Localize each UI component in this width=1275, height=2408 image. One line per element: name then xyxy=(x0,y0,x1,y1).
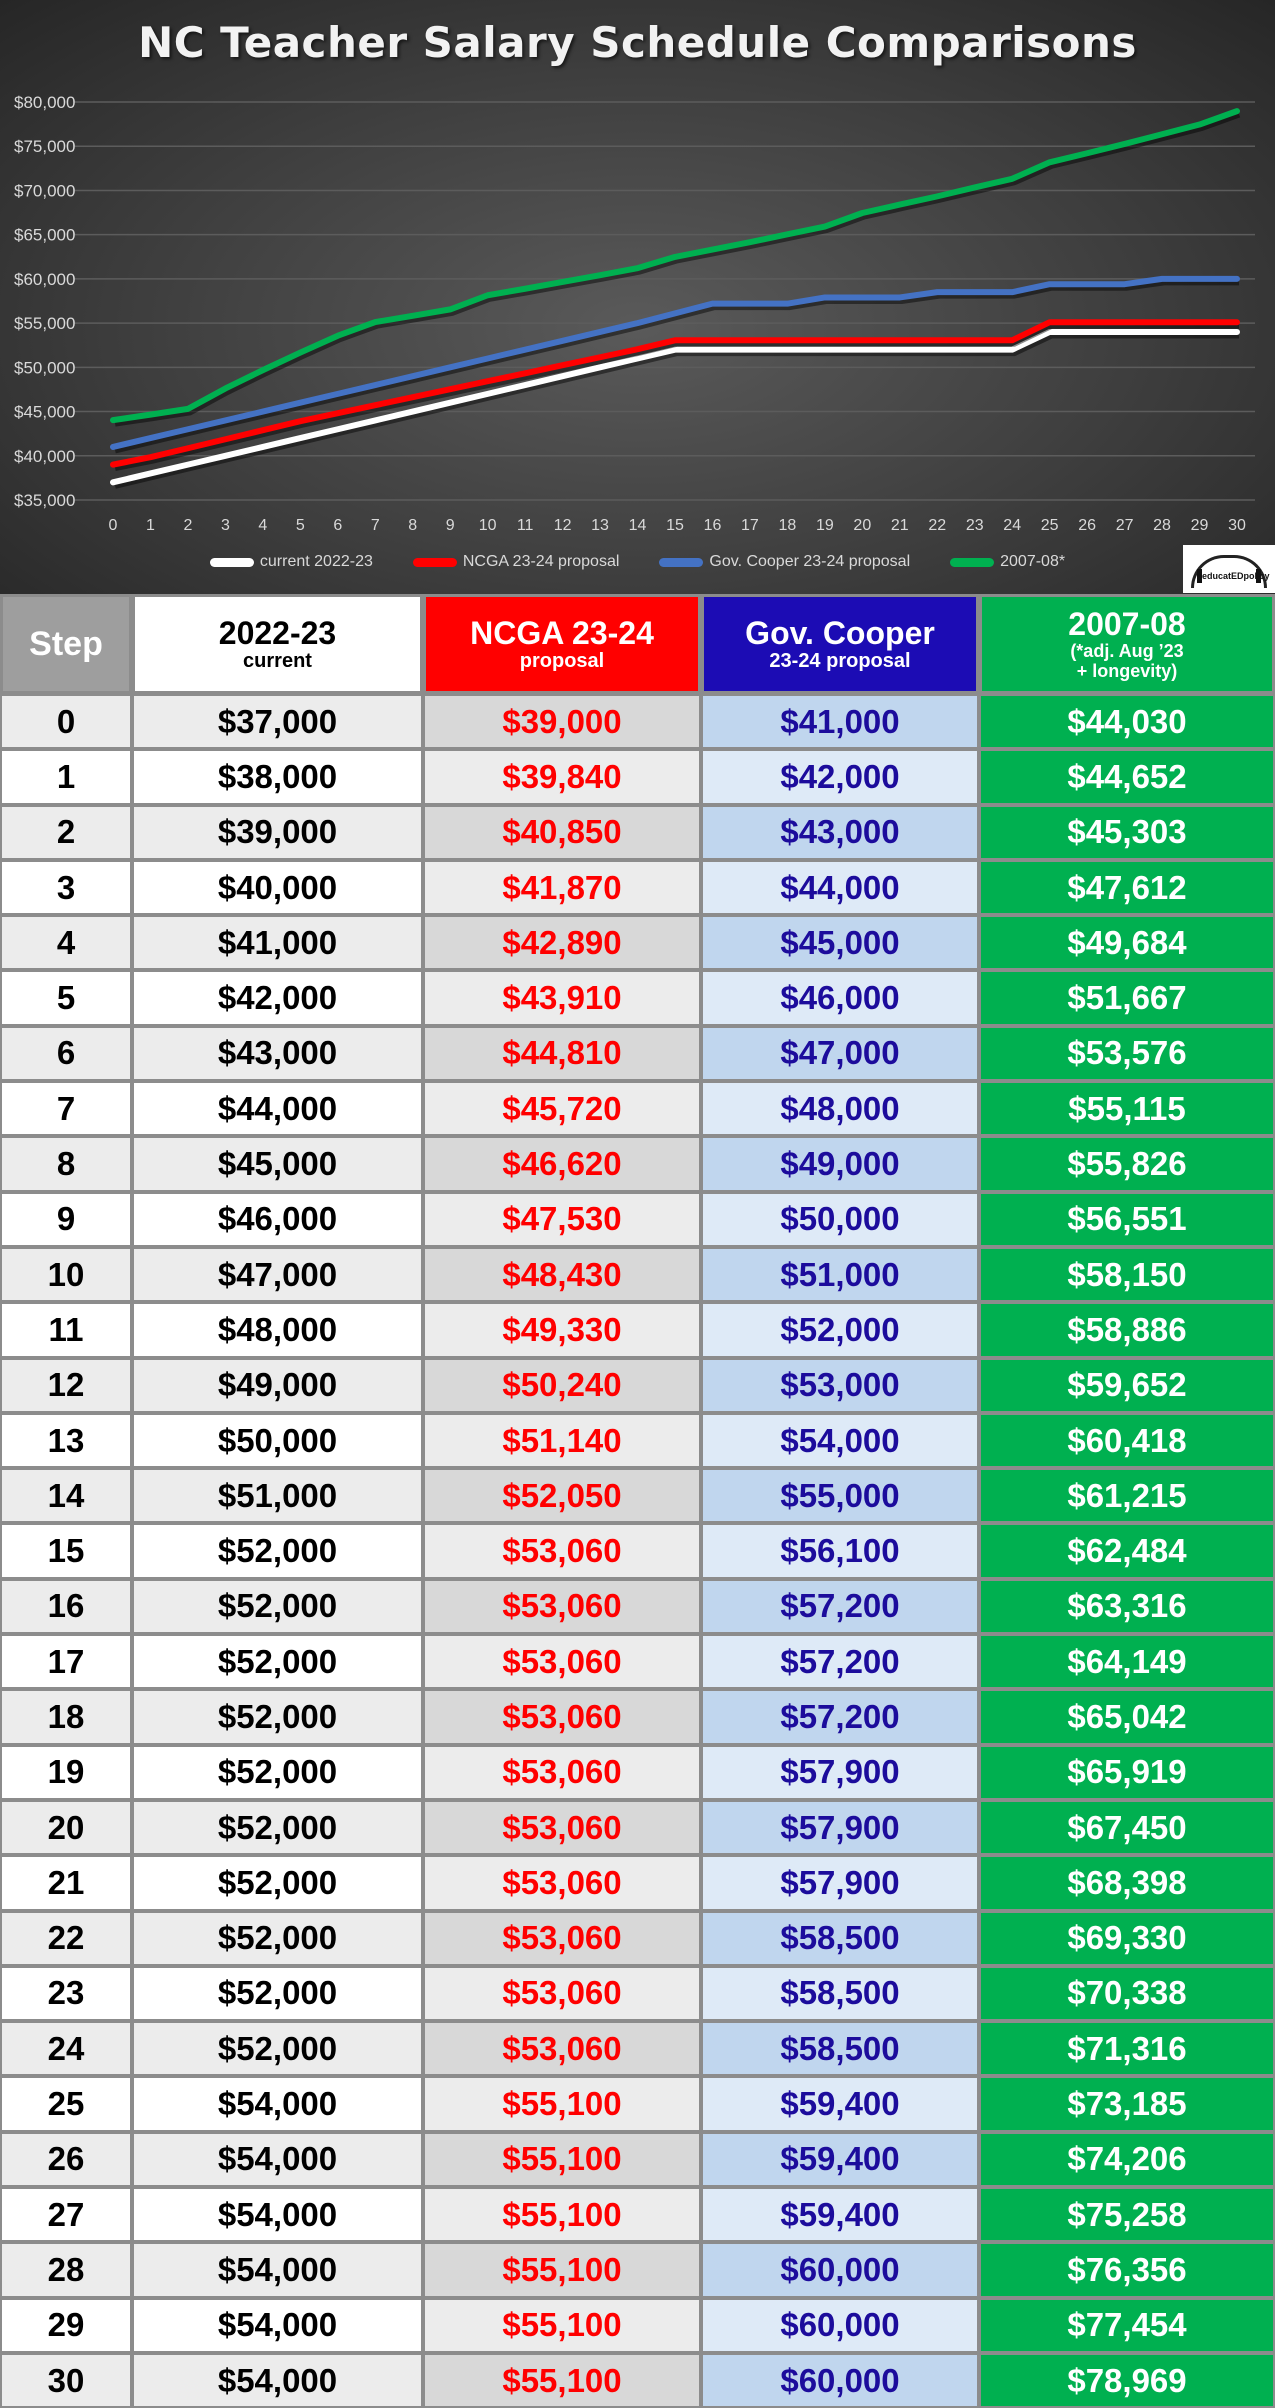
cell-current: $54,000 xyxy=(132,2298,423,2353)
cell-step: 7 xyxy=(0,1081,132,1136)
header-cooper xyxy=(701,594,979,694)
x-tick-label: 17 xyxy=(741,517,759,534)
cell-step: 13 xyxy=(0,1413,132,1468)
cell-cooper: $59,400 xyxy=(701,2076,979,2131)
cell-current: $49,000 xyxy=(132,1358,423,1413)
x-tick-label: 11 xyxy=(516,517,534,534)
cell-step: 12 xyxy=(0,1358,132,1413)
legend-item-cooper xyxy=(659,553,910,571)
cell-cooper: $59,400 xyxy=(701,2132,979,2187)
cell-current: $52,000 xyxy=(132,1634,423,1689)
legend-label: current 2022-23 xyxy=(259,553,373,570)
cell-y0708: $71,316 xyxy=(979,2021,1275,2076)
cell-step: 1 xyxy=(0,749,132,804)
y-tick-label: $35,000 xyxy=(14,491,76,510)
cell-cooper: $57,200 xyxy=(701,1579,979,1634)
cell-current: $52,000 xyxy=(132,1800,423,1855)
header-main: 2007-08 xyxy=(1068,606,1186,642)
x-axis-ticks xyxy=(109,517,1246,534)
cell-y0708: $62,484 xyxy=(979,1523,1275,1578)
table-row xyxy=(0,970,1275,1025)
cell-cooper: $48,000 xyxy=(701,1081,979,1136)
cell-current: $54,000 xyxy=(132,2132,423,2187)
cell-current: $45,000 xyxy=(132,1136,423,1191)
cell-step: 30 xyxy=(0,2353,132,2408)
y-tick-label: $60,000 xyxy=(14,269,76,289)
cell-current: $54,000 xyxy=(132,2242,423,2297)
cell-current: $46,000 xyxy=(132,1192,423,1247)
cell-step: 24 xyxy=(0,2021,132,2076)
cell-y0708: $58,150 xyxy=(979,1247,1275,1302)
cell-current: $52,000 xyxy=(132,1523,423,1578)
header-sub: + longevity) xyxy=(1076,661,1178,681)
cell-current: $50,000 xyxy=(132,1413,423,1468)
legend-swatch-red xyxy=(413,558,457,567)
cell-y0708: $69,330 xyxy=(979,1911,1275,1966)
x-tick-label: 3 xyxy=(220,517,230,534)
cell-ncga: $39,000 xyxy=(423,694,701,749)
table-row xyxy=(0,1966,1275,2021)
x-tick-label: 22 xyxy=(928,517,947,534)
cell-ncga: $53,060 xyxy=(423,1523,701,1578)
cell-step: 6 xyxy=(0,1026,132,1081)
table-row xyxy=(0,1081,1275,1136)
legend-item-current xyxy=(210,553,373,571)
legend-label: Gov. Cooper 23-24 proposal xyxy=(709,553,911,570)
table-row xyxy=(0,2298,1275,2353)
cell-step: 19 xyxy=(0,1745,132,1800)
table-row xyxy=(0,749,1275,804)
cell-ncga: $55,100 xyxy=(423,2187,701,2242)
legend-item-ncga xyxy=(413,553,620,571)
header-sub: 23-24 proposal xyxy=(769,650,911,672)
cell-ncga: $43,910 xyxy=(423,970,701,1025)
cell-step: 10 xyxy=(0,1247,132,1302)
x-tick-label: 10 xyxy=(478,517,497,534)
cell-y0708: $49,684 xyxy=(979,915,1275,970)
legend-swatch-white xyxy=(210,558,254,567)
cell-current: $52,000 xyxy=(132,1579,423,1634)
cell-current: $40,000 xyxy=(132,860,423,915)
x-tick-label: 6 xyxy=(333,517,343,534)
x-tick-label: 29 xyxy=(1190,517,1209,534)
header-sub: proposal xyxy=(519,650,605,672)
cell-step: 29 xyxy=(0,2298,132,2353)
legend-item-2007-08 xyxy=(950,553,1065,571)
y-axis-ticks xyxy=(14,93,75,510)
cell-ncga: $47,530 xyxy=(423,1192,701,1247)
cell-ncga: $53,060 xyxy=(423,1911,701,1966)
cell-y0708: $70,338 xyxy=(979,1966,1275,2021)
x-tick-label: 25 xyxy=(1040,517,1059,534)
table-row xyxy=(0,1192,1275,1247)
y-tick-label: $40,000 xyxy=(14,446,76,466)
table-row xyxy=(0,1468,1275,1523)
cell-y0708: $45,303 xyxy=(979,805,1275,860)
table-row xyxy=(0,1745,1275,1800)
cell-step: 17 xyxy=(0,1634,132,1689)
cell-current: $54,000 xyxy=(132,2353,423,2408)
x-tick-label: 24 xyxy=(1003,517,1022,534)
x-tick-label: 14 xyxy=(628,517,647,534)
x-tick-label: 28 xyxy=(1153,517,1171,534)
cell-ncga: $53,060 xyxy=(423,1966,701,2021)
cell-ncga: $42,890 xyxy=(423,915,701,970)
cell-cooper: $51,000 xyxy=(701,1247,979,1302)
table-row xyxy=(0,1523,1275,1578)
cell-current: $52,000 xyxy=(132,2021,423,2076)
cell-step: 21 xyxy=(0,1855,132,1910)
cell-y0708: $53,576 xyxy=(979,1026,1275,1081)
cell-ncga: $55,100 xyxy=(423,2353,701,2408)
legend-swatch-green xyxy=(950,558,994,567)
cell-y0708: $55,826 xyxy=(979,1136,1275,1191)
table-row xyxy=(0,1634,1275,1689)
cell-step: 5 xyxy=(0,970,132,1025)
cell-cooper: $50,000 xyxy=(701,1192,979,1247)
cell-cooper: $47,000 xyxy=(701,1026,979,1081)
x-tick-label: 1 xyxy=(146,517,155,534)
cell-cooper: $58,500 xyxy=(701,1911,979,1966)
cell-y0708: $65,919 xyxy=(979,1745,1275,1800)
x-tick-label: 5 xyxy=(295,517,305,534)
x-tick-label: 20 xyxy=(853,517,872,534)
cell-ncga: $50,240 xyxy=(423,1358,701,1413)
table-row xyxy=(0,1302,1275,1357)
cell-step: 23 xyxy=(0,1966,132,2021)
table-row xyxy=(0,1136,1275,1191)
cell-ncga: $39,840 xyxy=(423,749,701,804)
table-row xyxy=(0,1579,1275,1634)
cell-ncga: $55,100 xyxy=(423,2242,701,2297)
cell-step: 3 xyxy=(0,860,132,915)
cell-y0708: $77,454 xyxy=(979,2298,1275,2353)
cell-cooper: $57,900 xyxy=(701,1800,979,1855)
cell-y0708: $60,418 xyxy=(979,1413,1275,1468)
x-tick-label: 16 xyxy=(703,517,722,534)
table-row xyxy=(0,2187,1275,2242)
cell-cooper: $42,000 xyxy=(701,749,979,804)
cell-current: $41,000 xyxy=(132,915,423,970)
cell-y0708: $44,030 xyxy=(979,694,1275,749)
cell-current: $37,000 xyxy=(132,694,423,749)
legend-label: NCGA 23-24 proposal xyxy=(462,553,620,570)
x-tick-label: 30 xyxy=(1228,517,1246,534)
cell-y0708: $55,115 xyxy=(979,1081,1275,1136)
y-tick-label: $70,000 xyxy=(14,181,76,201)
y-tick-label: $75,000 xyxy=(14,137,76,157)
cell-cooper: $55,000 xyxy=(701,1468,979,1523)
cell-step: 8 xyxy=(0,1136,132,1191)
header-step: Step xyxy=(0,594,132,694)
table-row xyxy=(0,2021,1275,2076)
cell-step: 27 xyxy=(0,2187,132,2242)
cell-current: $52,000 xyxy=(132,1689,423,1744)
cell-ncga: $48,430 xyxy=(423,1247,701,1302)
cell-step: 4 xyxy=(0,915,132,970)
logo-text: educatEDpolicy xyxy=(1197,569,1261,583)
table-row xyxy=(0,915,1275,970)
cell-cooper: $59,400 xyxy=(701,2187,979,2242)
series-lines xyxy=(113,111,1239,485)
header-ncga xyxy=(423,594,701,694)
cell-ncga: $46,620 xyxy=(423,1136,701,1191)
chart-legend xyxy=(0,553,1275,571)
x-tick-label: 7 xyxy=(370,517,380,534)
cell-ncga: $45,720 xyxy=(423,1081,701,1136)
x-tick-label: 8 xyxy=(408,517,418,534)
cell-ncga: $53,060 xyxy=(423,1800,701,1855)
table-row xyxy=(0,1911,1275,1966)
legend-label: 2007-08* xyxy=(1000,553,1066,570)
cell-ncga: $55,100 xyxy=(423,2132,701,2187)
cell-step: 26 xyxy=(0,2132,132,2187)
header-sub: (*adj. Aug ’23 xyxy=(1070,641,1184,661)
cell-ncga: $53,060 xyxy=(423,1745,701,1800)
x-tick-label: 19 xyxy=(815,517,834,534)
cell-ncga: $53,060 xyxy=(423,2021,701,2076)
chart-title: NC Teacher Salary Schedule Comparisons xyxy=(138,18,1137,67)
table-row xyxy=(0,1800,1275,1855)
x-tick-label: 0 xyxy=(108,517,118,534)
y-tick-label: $80,000 xyxy=(14,93,76,112)
cell-step: 18 xyxy=(0,1689,132,1744)
cell-y0708: $65,042 xyxy=(979,1689,1275,1744)
cell-ncga: $53,060 xyxy=(423,1634,701,1689)
cell-ncga: $49,330 xyxy=(423,1302,701,1357)
cell-ncga: $55,100 xyxy=(423,2076,701,2131)
cell-y0708: $76,356 xyxy=(979,2242,1275,2297)
y-tick-label: $55,000 xyxy=(14,314,76,334)
table-row xyxy=(0,2076,1275,2131)
x-tick-label: 15 xyxy=(666,517,684,534)
cell-ncga: $44,810 xyxy=(423,1026,701,1081)
cell-y0708: $63,316 xyxy=(979,1579,1275,1634)
cell-current: $48,000 xyxy=(132,1302,423,1357)
cell-cooper: $54,000 xyxy=(701,1413,979,1468)
x-tick-label: 12 xyxy=(553,517,572,534)
cell-y0708: $73,185 xyxy=(979,2076,1275,2131)
cell-current: $47,000 xyxy=(132,1247,423,1302)
x-tick-label: 23 xyxy=(965,517,984,534)
cell-ncga: $40,850 xyxy=(423,805,701,860)
cell-current: $54,000 xyxy=(132,2187,423,2242)
x-tick-label: 2 xyxy=(183,517,193,534)
y-tick-label: $45,000 xyxy=(14,402,76,422)
cell-step: 2 xyxy=(0,805,132,860)
cell-step: 22 xyxy=(0,1911,132,1966)
table-body xyxy=(0,694,1275,2408)
cell-cooper: $49,000 xyxy=(701,1136,979,1191)
cell-cooper: $57,200 xyxy=(701,1689,979,1744)
cell-current: $42,000 xyxy=(132,970,423,1025)
x-tick-label: 26 xyxy=(1078,517,1097,534)
cell-current: $44,000 xyxy=(132,1081,423,1136)
cell-y0708: $75,258 xyxy=(979,2187,1275,2242)
header-2007-08 xyxy=(979,594,1275,694)
cell-step: 9 xyxy=(0,1192,132,1247)
cell-cooper: $53,000 xyxy=(701,1358,979,1413)
cell-cooper: $57,200 xyxy=(701,1634,979,1689)
cell-current: $52,000 xyxy=(132,1855,423,1910)
cell-step: 15 xyxy=(0,1523,132,1578)
x-tick-label: 9 xyxy=(445,517,455,534)
cell-ncga: $53,060 xyxy=(423,1579,701,1634)
cell-y0708: $74,206 xyxy=(979,2132,1275,2187)
cell-current: $52,000 xyxy=(132,1966,423,2021)
table-row xyxy=(0,860,1275,915)
cell-ncga: $55,100 xyxy=(423,2298,701,2353)
legend-swatch-blue xyxy=(659,558,703,567)
cell-step: 16 xyxy=(0,1579,132,1634)
table-header xyxy=(0,594,1275,694)
cell-y0708: $44,652 xyxy=(979,749,1275,804)
cell-current: $38,000 xyxy=(132,749,423,804)
table-row xyxy=(0,1689,1275,1744)
cell-step: 0 xyxy=(0,694,132,749)
table-row xyxy=(0,2132,1275,2187)
cell-y0708: $67,450 xyxy=(979,1800,1275,1855)
cell-ncga: $53,060 xyxy=(423,1689,701,1744)
cell-y0708: $78,969 xyxy=(979,2353,1275,2408)
cell-cooper: $60,000 xyxy=(701,2242,979,2297)
cell-cooper: $45,000 xyxy=(701,915,979,970)
cell-cooper: $60,000 xyxy=(701,2353,979,2408)
x-tick-label: 27 xyxy=(1115,517,1134,534)
x-tick-label: 21 xyxy=(890,517,909,534)
table-row xyxy=(0,1413,1275,1468)
header-main: NCGA 23-24 xyxy=(470,615,654,651)
x-tick-label: 13 xyxy=(591,517,609,534)
cell-current: $43,000 xyxy=(132,1026,423,1081)
table-row xyxy=(0,694,1275,749)
table-row xyxy=(0,805,1275,860)
cell-step: 20 xyxy=(0,1800,132,1855)
cell-step: 11 xyxy=(0,1302,132,1357)
cell-ncga: $41,870 xyxy=(423,860,701,915)
educatedpolicy-logo xyxy=(1183,545,1275,593)
cell-step: 28 xyxy=(0,2242,132,2297)
cell-step: 14 xyxy=(0,1468,132,1523)
cell-cooper: $57,900 xyxy=(701,1745,979,1800)
cell-cooper: $58,500 xyxy=(701,2021,979,2076)
x-tick-label: 4 xyxy=(258,517,268,534)
cell-current: $52,000 xyxy=(132,1911,423,1966)
table-row xyxy=(0,1247,1275,1302)
cell-ncga: $52,050 xyxy=(423,1468,701,1523)
cell-current: $39,000 xyxy=(132,805,423,860)
table-row xyxy=(0,2242,1275,2297)
cell-y0708: $59,652 xyxy=(979,1358,1275,1413)
y-tick-label: $65,000 xyxy=(14,225,76,245)
cell-step: 25 xyxy=(0,2076,132,2131)
x-tick-label: 18 xyxy=(778,517,797,534)
cell-cooper: $44,000 xyxy=(701,860,979,915)
series-shadow xyxy=(115,114,1239,423)
header-main: 2022-23 xyxy=(218,615,337,651)
cell-ncga: $53,060 xyxy=(423,1855,701,1910)
cell-y0708: $56,551 xyxy=(979,1192,1275,1247)
cell-ncga: $51,140 xyxy=(423,1413,701,1468)
cell-y0708: $47,612 xyxy=(979,860,1275,915)
cell-cooper: $41,000 xyxy=(701,694,979,749)
cell-y0708: $58,886 xyxy=(979,1302,1275,1357)
cell-y0708: $68,398 xyxy=(979,1855,1275,1910)
cell-y0708: $51,667 xyxy=(979,970,1275,1025)
header-current xyxy=(132,594,423,694)
table-row xyxy=(0,1358,1275,1413)
cell-current: $52,000 xyxy=(132,1745,423,1800)
cell-cooper: $43,000 xyxy=(701,805,979,860)
header-sub: current xyxy=(243,650,312,672)
cell-cooper: $46,000 xyxy=(701,970,979,1025)
cell-cooper: $58,500 xyxy=(701,1966,979,2021)
cell-y0708: $61,215 xyxy=(979,1468,1275,1523)
chart-panel xyxy=(0,0,1275,594)
cell-y0708: $64,149 xyxy=(979,1634,1275,1689)
series-line xyxy=(113,111,1237,420)
line-chart xyxy=(0,0,1275,594)
cell-cooper: $52,000 xyxy=(701,1302,979,1357)
cell-cooper: $56,100 xyxy=(701,1523,979,1578)
cell-current: $51,000 xyxy=(132,1468,423,1523)
table-row xyxy=(0,1026,1275,1081)
table-row xyxy=(0,1855,1275,1910)
header-main: Gov. Cooper xyxy=(745,615,935,651)
salary-table xyxy=(0,594,1275,2408)
cell-current: $54,000 xyxy=(132,2076,423,2131)
cell-cooper: $57,900 xyxy=(701,1855,979,1910)
cell-cooper: $60,000 xyxy=(701,2298,979,2353)
y-tick-label: $50,000 xyxy=(14,358,76,378)
